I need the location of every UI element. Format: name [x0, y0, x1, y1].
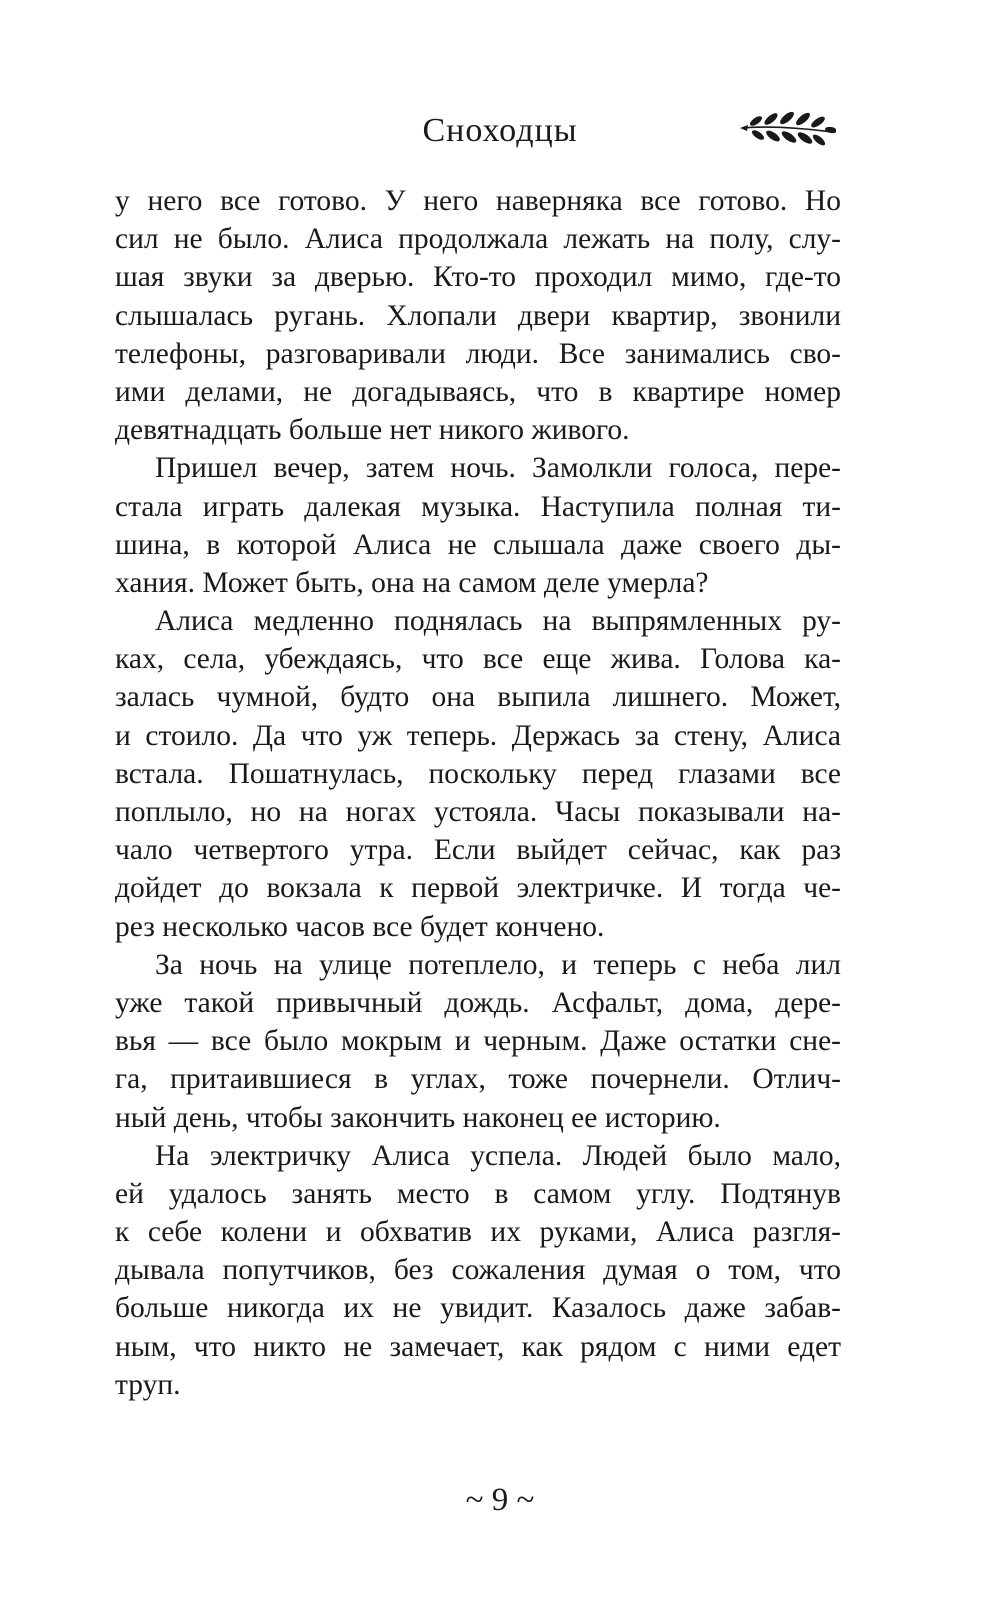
- text-line: телефоны, разговаривали люди. Все занимались сво-: [115, 337, 841, 370]
- text-line: поплыло, но на ногах устояла. Часы показывали на-: [115, 796, 841, 828]
- text-line: стала играть далекая музыка. Наступила полная ти-: [115, 490, 841, 523]
- text-line: труп.: [115, 1368, 181, 1401]
- text-line: сил не было. Алиса продолжала лежать на полу, слу-: [115, 223, 841, 256]
- text-line: шина, в которой Алиса не слышала даже своего ды-: [115, 528, 841, 561]
- text-line: и стоило. Да что уж теперь. Держась за стену, Алиса: [115, 719, 841, 752]
- text-line: дывала попутчиков, без сожаления думая о том, что: [115, 1254, 841, 1287]
- running-header: [0, 104, 1000, 164]
- text-line: уже такой привычный дождь. Асфальт, дома, дере-: [115, 986, 841, 1019]
- text-line: ей удалось занять место в самом углу. Подтянув: [115, 1177, 841, 1210]
- body-text: [115, 182, 841, 1404]
- text-line: ный день, чтобы закончить наконец ее историю.: [115, 1101, 721, 1134]
- text-line: ими делами, не догадываясь, что в квартире номер: [115, 375, 841, 408]
- text-line: девятнадцать больше нет никого живого.: [115, 414, 630, 447]
- text-line: рез несколько часов все будет кончено.: [115, 910, 605, 943]
- text-line: На электричку Алиса успела. Людей было мало,: [155, 1139, 841, 1172]
- text-line: чало четвертого утра. Если выйдет сейчас, как раз: [115, 834, 841, 867]
- text-line: За ночь на улице потеплело, и теперь с неба лил: [155, 948, 841, 981]
- running-title: Сноходцы: [422, 112, 578, 149]
- text-line: дойдет до вокзала к первой электричке. И тогда че-: [115, 872, 841, 905]
- text-line: Алиса медленно поднялась на выпрямленных ру-: [155, 605, 841, 638]
- text-line: вья — все было мокрым и черным. Даже остатки сне-: [115, 1025, 841, 1058]
- text-line: у него все готово. У него наверняка все готово. Но: [115, 185, 841, 217]
- text-line: хания. Может быть, она на самом деле умерла?: [115, 566, 709, 599]
- text-line: ках, села, убеждаясь, что все еще жива. Голова ка-: [115, 643, 841, 676]
- text-line: ным, что никто не замечает, как рядом с ними едет: [115, 1330, 841, 1363]
- text-line: слышалась ругань. Хлопали двери квартир, звонили: [115, 299, 841, 332]
- leaf-branch-icon: [738, 108, 836, 154]
- text-line: шая звуки за дверью. Кто-то проходил мимо, где-то: [115, 261, 841, 294]
- text-line: встала. Пошатнулась, поскольку перед глазами все: [115, 757, 841, 790]
- text-line: га, притаившиеся в углах, тоже почернели. Отлич-: [115, 1063, 841, 1096]
- text-line: к себе колени и обхватив их руками, Алиса разгля-: [115, 1216, 841, 1249]
- text-line: залась чумной, будто она выпила лишнего. Может,: [115, 681, 841, 714]
- text-line: больше никогда их не увидит. Казалось даже забав-: [115, 1292, 841, 1325]
- text-line: Пришел вечер, затем ночь. Замолкли голоса, пере-: [155, 452, 841, 485]
- page-number: ~ 9 ~: [465, 1482, 535, 1518]
